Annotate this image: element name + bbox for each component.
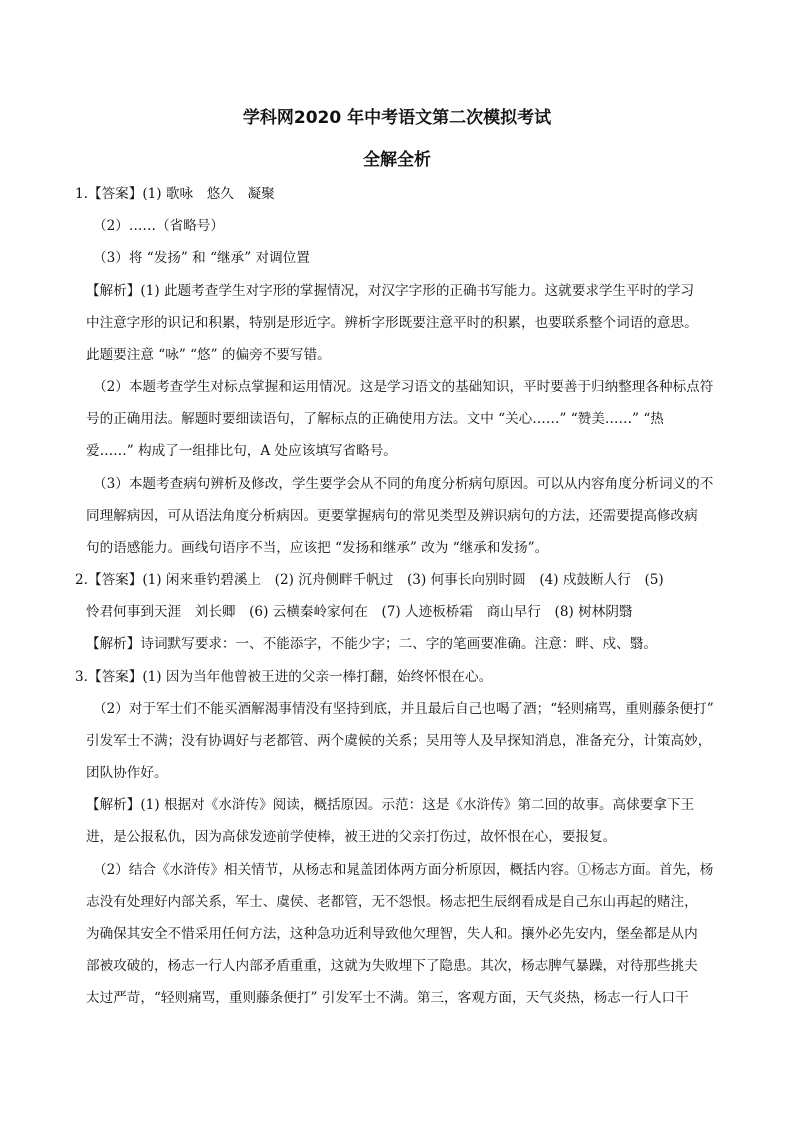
analysis-1-line: 【解析】(1) 此题考查学生对字形的掌握情况，对汉字字形的正确书写能力。这就要求学生平时的学习	[86, 283, 695, 299]
analysis-1-line: 号的正确用法。解题时要细读语句，了解标点的正确使用方法。文中 “关心……” “赞美……” “热	[86, 411, 664, 427]
document-subtitle: 全解全析	[363, 150, 431, 170]
analysis-1-line: 中注意字形的识记和积累，特别是形近字。辨析字形既要注意平时的积累，也要联系整个词语的意思。	[86, 315, 698, 331]
analysis-3-line: 志没有处理好内部关系，军士、虞侯、老都管，无不怨恨。杨志把生辰纲看成是自己东山再起的赌注，	[86, 894, 698, 910]
analysis-3-line: 【解析】(1) 根据对《水浒传》阅读，概括原因。示范：这是《水浒传》第二回的故事。高俅要拿下王	[86, 797, 695, 813]
analysis-2-line: 【解析】诗词默写要求：一、不能添字，不能少字；二、字的笔画要准确。注意：畔、戍、翳。	[86, 636, 657, 652]
analysis-3-line: 部被攻破的，杨志一行人内部矛盾重重，这就为失败埋下了隐患。其次，杨志脾气暴躁，对待那些挑夫	[86, 958, 698, 974]
analysis-3-line: （2）结合《水浒传》相关情节，从杨志和晁盖团体两方面分析原因，概括内容。①杨志方面。首先，杨	[93, 862, 714, 878]
analysis-1-line: （2）本题考查学生对标点掌握和运用情况。这是学习语文的基础知识，平时要善于归纳整理各种标点符	[93, 379, 714, 395]
analysis-1-line: 此题要注意 “咏” “悠” 的偏旁不要写错。	[86, 347, 331, 363]
analysis-1-line: 爱……” 构成了一组排比句，A 处应该填写省略号。	[86, 443, 397, 459]
answer-3-heading: 3.【答案】(1) 因为当年他曾被王进的父亲一棒打翻，始终怀恨在心。	[75, 669, 493, 685]
document-title: 学科网2020 年中考语文第二次模拟考试	[242, 108, 552, 128]
answer-3-line: 团队协作好。	[86, 765, 168, 781]
answer-3-line: （2）对于军士们不能买酒解渴事情没有坚持到底，并且最后自己也喝了酒；“轻则痛骂，重则藤条便打”	[93, 701, 714, 717]
answer-3-line: 引发军士不满；没有协调好与老都管、两个虞候的关系；吴用等人及早探知消息，准备充分，计策高妙，	[86, 733, 712, 749]
answer-1-heading: 1.【答案】(1) 歌咏 悠久 凝聚	[75, 186, 275, 202]
analysis-3-line: 进，是公报私仇，因为高俅发迹前学使棒，被王进的父亲打伤过，故怀恨在心，要报复。	[86, 829, 617, 845]
answer-2-heading: 2.【答案】(1) 闲来垂钓碧溪上 (2) 沉舟侧畔千帆过 (3) 何事长向别时圆 (4) 戍鼓断人行 (5)	[75, 572, 664, 588]
analysis-1-line: 同理解病因，可从语法角度分析病因。更要掌握病句的常见类型及辨识病句的方法，还需要提高修改病	[86, 508, 698, 524]
answer-1-part-3: （3）将 “发扬” 和 “继承” 对调位置	[93, 250, 310, 266]
answer-2-line: 怜君何事到天涯 刘长卿 (6) 云横秦岭家何在 (7) 人迹板桥霜 商山早行 (8) 树林阴翳	[86, 604, 633, 620]
analysis-3-line: 太过严苛，“轻则痛骂，重则藤条便打” 引发军士不满。第三，客观方面，天气炎热，杨志一行人口干	[86, 990, 689, 1006]
analysis-3-line: 为确保其安全不惜采用任何方法，这种急功近利导致他欠理智，失人和。攘外必先安内，堡垒都是从内	[86, 926, 698, 942]
analysis-1-line: 句的语感能力。画线句语序不当，应该把 “发扬和继承” 改为 “继承和发扬”。	[86, 540, 549, 556]
analysis-1-line: （3）本题考查病句辨析及修改，学生要学会从不同的角度分析病句原因。可以从内容角度分析词义的不	[93, 476, 714, 492]
answer-1-part-2: （2）……（省略号）	[93, 218, 224, 234]
